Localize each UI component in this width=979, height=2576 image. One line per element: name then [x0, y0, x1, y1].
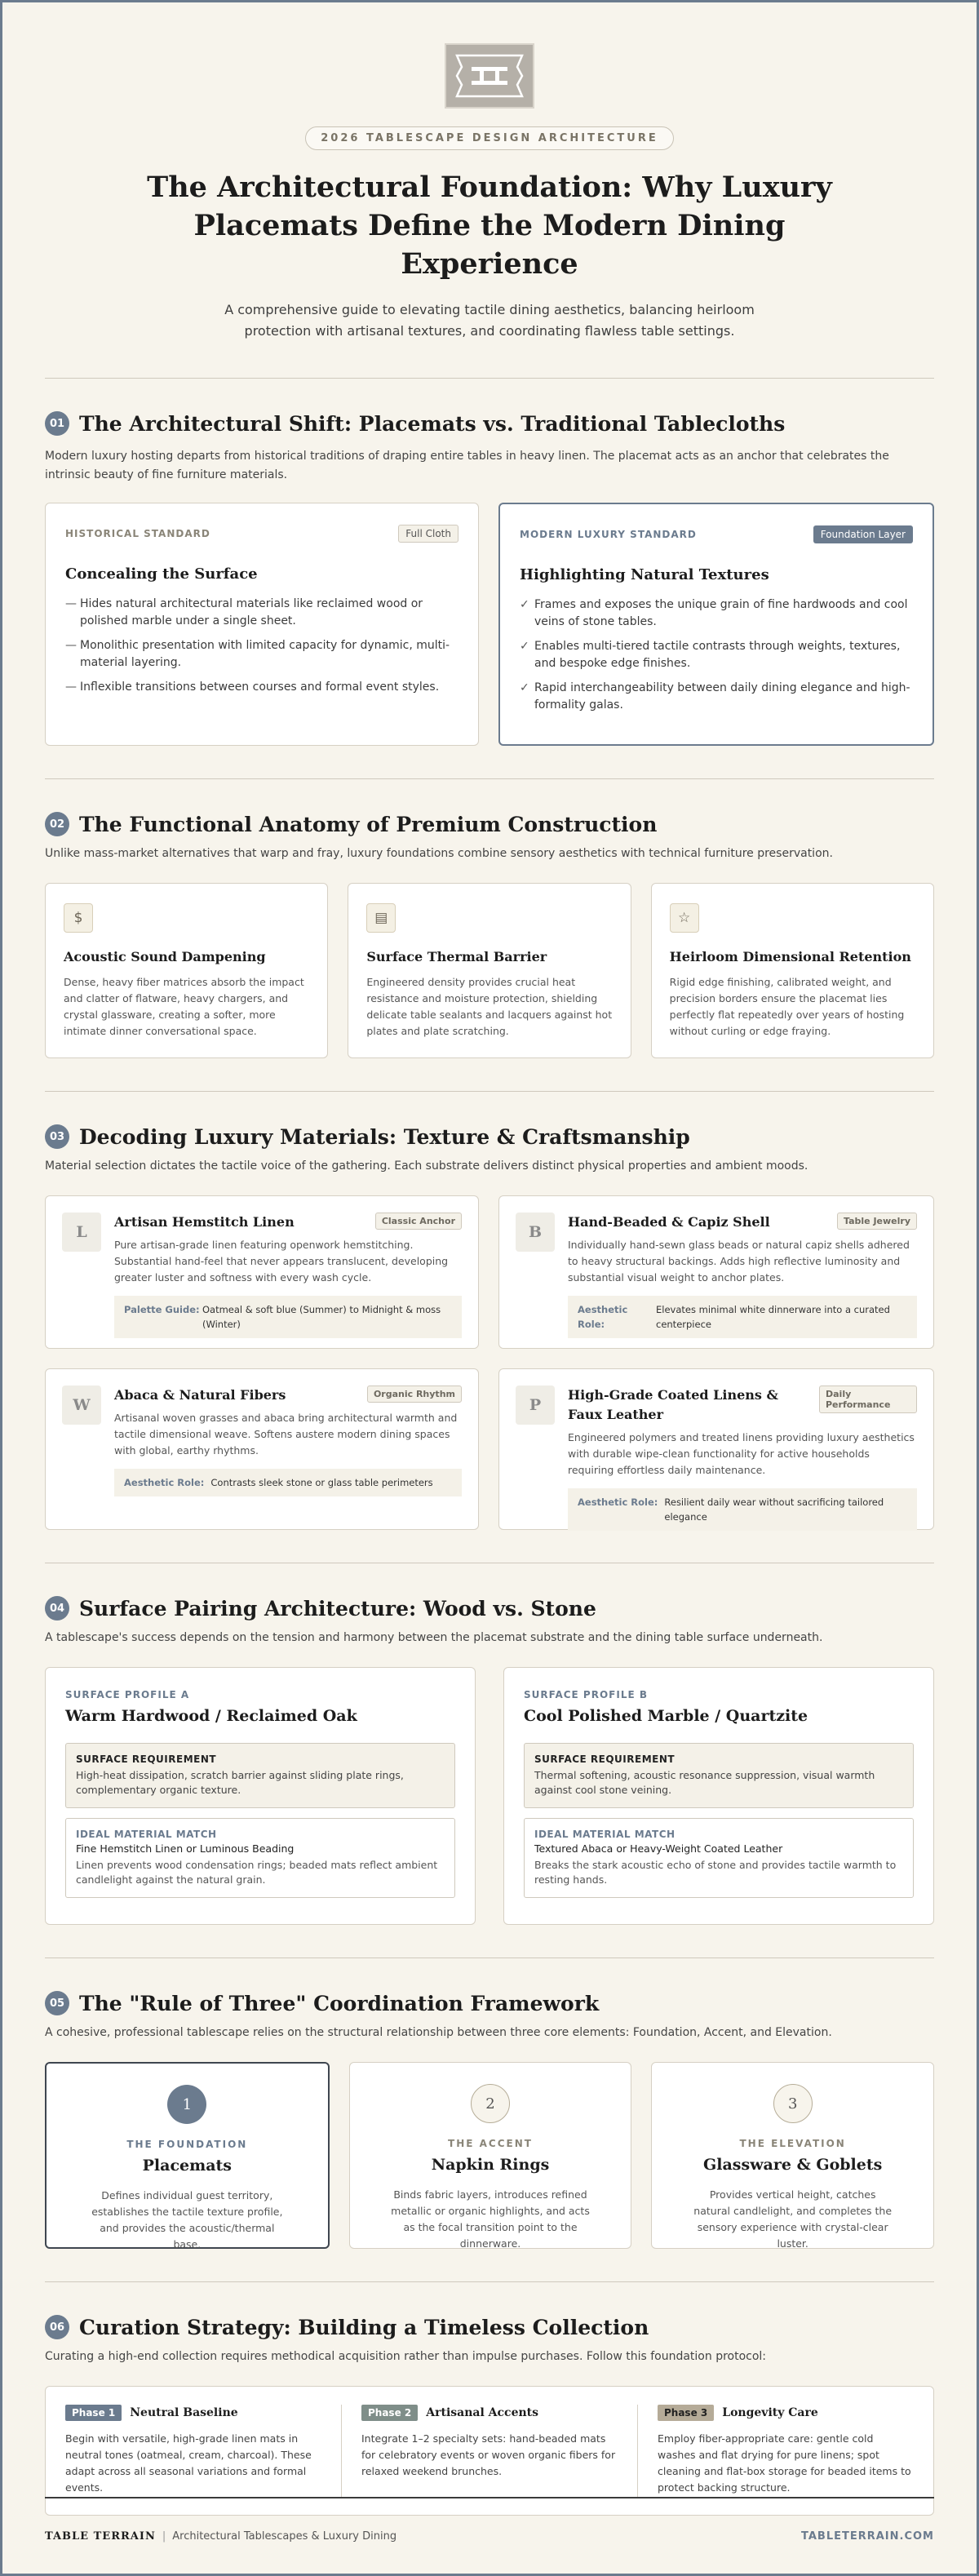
surface-requirement: SURFACE REQUIREMENT Thermal softening, acoustic resonance suppression, visual warmth against cool stone veining.	[524, 1743, 914, 1808]
material-card	[45, 1368, 479, 1530]
section-number: 05	[45, 1991, 69, 2015]
framework-card	[349, 2062, 632, 2249]
phase-title: Longevity Care	[722, 2406, 818, 2419]
modern-standard-card	[498, 503, 934, 746]
material-tag: Classic Anchor	[375, 1213, 462, 1230]
step-eyebrow: THE ELEVATION	[739, 2138, 846, 2149]
page-subtitle: A comprehensive guide to elevating tactile dining aesthetics, balancing heirloom protection with artisanal textures, and coordinating flawless table settings.	[224, 302, 755, 339]
material-text: Individually hand-sewn glass beads or natural capiz shells adhered to heavy structural backings. Adds high reflective luminosity and substantial visual weight to anchor plates.	[568, 1239, 910, 1284]
section-curation-strategy	[45, 2315, 934, 2516]
step-text: Defines individual guest territory, establishes the tactile texture profile, and provides the acoustic/thermal base.	[91, 2189, 283, 2250]
card-title: Concealing the Surface	[65, 565, 258, 583]
phase-text: Begin with versatile, high-grade linen mats in neutral tones (oatmeal, cream, charcoal). These adapt across all seasonal variations and formal events.	[65, 2432, 312, 2494]
footer-tagline: Architectural Tablescapes & Luxury Dining	[172, 2529, 397, 2543]
feature-list	[520, 596, 913, 714]
dash-icon: —	[65, 639, 77, 652]
card-tag: Foundation Layer	[813, 525, 913, 543]
card-label: MODERN LUXURY STANDARD	[520, 529, 697, 540]
divider	[45, 778, 934, 779]
phase-text: Employ fiber-appropriate care: gentle cold washes and flat drying for pure linens; spot cleaning and flat-box storage for beaded items to protect backing structure.	[658, 2432, 911, 2494]
section-title: The "Rule of Three" Coordination Framework	[79, 1991, 600, 2015]
card-title: Highlighting Natural Textures	[520, 566, 769, 583]
section-description: A cohesive, professional tablescape relies on the structural relationship between three core elements: Foundation, Accent, and Elevation.	[45, 2026, 832, 2039]
section-architectural-shift	[45, 411, 934, 746]
dash-icon: —	[65, 681, 77, 694]
section-surface-pairing	[45, 1596, 934, 1925]
feature-text: Dense, heavy fiber matrices absorb the impact and clatter of flatware, heavy chargers, and crystal glassware, creating a softer, more intimate dinner conversational space.	[64, 976, 304, 1037]
section-description: Unlike mass-market alternatives that warp and fray, luxury foundations combine sensory aesthetics with technical furniture preservation.	[45, 847, 833, 860]
material-meta: Aesthetic Role: Elevates minimal white dinnerware into a curated centerpiece	[568, 1296, 917, 1338]
feature-title: Heirloom Dimensional Retention	[669, 949, 911, 964]
phase-column	[637, 2405, 933, 2497]
list-item: — Inflexible transitions between courses and formal event styles.	[65, 679, 458, 696]
phase-badge: Phase 3	[658, 2405, 714, 2421]
list-item: ✓ Frames and exposes the unique grain of fine hardwoods and cool veins of stone tables.	[520, 596, 913, 631]
dollar-icon: $	[64, 903, 93, 933]
feature-title: Acoustic Sound Dampening	[64, 949, 266, 964]
footer-brand: TABLE TERRAIN	[45, 2529, 156, 2543]
feature-card	[651, 883, 934, 1058]
step-title: Glassware & Goblets	[703, 2156, 883, 2174]
eyebrow-badge: 2026 TABLESCAPE DESIGN ARCHITECTURE	[305, 126, 673, 150]
pillar-emblem-icon	[445, 43, 534, 109]
framework-card	[651, 2062, 934, 2249]
material-title: High-Grade Coated Linens & Faux Leather	[568, 1387, 778, 1422]
footer	[45, 2497, 934, 2574]
divider	[45, 378, 934, 379]
footer-separator: |	[162, 2529, 166, 2543]
section-description: Modern luxury hosting departs from historical traditions of draping entire tables in heavy linen. The placemat acts as an anchor that celebrates the intrinsic beauty of fine furniture materials.	[45, 450, 889, 481]
material-card	[45, 1195, 479, 1349]
section-number: 04	[45, 1596, 69, 1621]
material-text: Artisanal woven grasses and abaca bring architectural warmth and tactile dimensional weave. Softens austere modern dining spaces with global, earthy rhythms.	[114, 1412, 458, 1456]
phase-badge: Phase 1	[65, 2405, 122, 2421]
step-number: 3	[773, 2084, 813, 2123]
surface-requirement: SURFACE REQUIREMENT High-heat dissipation, scratch barrier against sliding plate rings, complementary organic texture.	[65, 1743, 455, 1808]
framework-card	[45, 2062, 330, 2249]
feature-card	[348, 883, 631, 1058]
material-title: Hand-Beaded & Capiz Shell	[568, 1214, 770, 1230]
step-title: Placemats	[142, 2157, 233, 2175]
material-title: Abaca & Natural Fibers	[114, 1387, 286, 1403]
ideal-material-match: IDEAL MATERIAL MATCH Textured Abaca or Heavy-Weight Coated Leather Breaks the stark acoustic echo of stone and provides tactile warmth to resting hands.	[524, 1818, 914, 1898]
material-card	[498, 1195, 934, 1349]
phase-title: Artisanal Accents	[426, 2406, 539, 2419]
section-title: Surface Pairing Architecture: Wood vs. Stone	[79, 1596, 596, 1621]
card-tag: Full Cloth	[398, 525, 458, 543]
section-number: 06	[45, 2315, 69, 2339]
surface-profile-card	[45, 1667, 476, 1925]
phase-column	[341, 2405, 637, 2497]
phase-column	[46, 2405, 341, 2497]
material-title: Artisan Hemstitch Linen	[114, 1214, 295, 1230]
feature-title: Surface Thermal Barrier	[366, 949, 547, 964]
layout-icon: ▤	[366, 903, 396, 933]
step-number: 2	[471, 2084, 510, 2123]
profile-label: SURFACE PROFILE A	[65, 1689, 190, 1700]
material-text: Engineered polymers and treated linens providing luxury aesthetics with durable wipe-clean functionality for active households requiring effortless daily maintenance.	[568, 1431, 915, 1476]
section-functional-anatomy	[45, 812, 934, 1058]
profile-title: Warm Hardwood / Reclaimed Oak	[65, 1707, 357, 1725]
section-title: The Functional Anatomy of Premium Construction	[79, 812, 658, 836]
profile-label: SURFACE PROFILE B	[524, 1689, 648, 1700]
section-title: Curation Strategy: Building a Timeless Collection	[79, 2315, 649, 2339]
ideal-material-match: IDEAL MATERIAL MATCH Fine Hemstitch Linen or Luminous Beading Linen prevents wood condensation rings; beaded mats reflect ambient candlelight against the natural grain.	[65, 1818, 455, 1898]
feature-text: Engineered density provides crucial heat resistance and moisture protection, shielding delicate table sealants and lacquers against hot plates and plate scratching.	[366, 976, 613, 1037]
divider	[45, 1957, 934, 1958]
card-label: HISTORICAL STANDARD	[65, 528, 210, 539]
material-tag: Organic Rhythm	[367, 1386, 462, 1403]
section-description: Material selection dictates the tactile voice of the gathering. Each substrate delivers distinct physical properties and ambient moods.	[45, 1159, 808, 1173]
material-letter: L	[62, 1213, 101, 1252]
check-icon: ✓	[520, 681, 529, 694]
material-meta: Palette Guide: Oatmeal & soft blue (Summer) to Midnight & moss (Winter)	[114, 1296, 462, 1338]
star-icon: ☆	[670, 903, 699, 933]
profile-title: Cool Polished Marble / Quartzite	[524, 1707, 808, 1725]
section-number: 03	[45, 1124, 69, 1149]
step-eyebrow: THE FOUNDATION	[126, 2139, 248, 2150]
section-rule-of-three	[45, 1991, 934, 2249]
section-title: Decoding Luxury Materials: Texture & Craftsmanship	[79, 1124, 690, 1149]
step-text: Provides vertical height, catches natural candlelight, and completes the sensory experience with crystal-clear luster.	[693, 2188, 893, 2250]
divider	[45, 2281, 934, 2282]
page	[2, 2, 977, 2574]
material-letter: P	[516, 1386, 555, 1425]
historical-standard-card	[45, 503, 479, 746]
phase-badge: Phase 2	[361, 2405, 418, 2421]
step-number: 1	[167, 2085, 206, 2124]
surface-profile-card	[503, 1667, 934, 1925]
material-tag: Table Jewelry	[837, 1213, 917, 1230]
section-description: Curating a high-end collection requires methodical acquisition rather than impulse purchases. Follow this foundation protocol:	[45, 2350, 767, 2363]
step-text: Binds fabric layers, introduces refined metallic or organic highlights, and acts as the focal transition point to the dinnerware.	[391, 2188, 590, 2250]
material-letter: W	[62, 1386, 101, 1425]
dash-icon: —	[65, 597, 77, 610]
feature-card	[45, 883, 328, 1058]
section-luxury-materials	[45, 1124, 934, 1530]
material-meta: Aesthetic Role: Resilient daily wear without sacrificing tailored elegance	[568, 1488, 917, 1531]
section-description: A tablescape's success depends on the tension and harmony between the placemat substrate and the dining table surface underneath.	[45, 1631, 823, 1644]
section-title: The Architectural Shift: Placemats vs. Traditional Tablecloths	[79, 411, 786, 436]
list-item: — Monolithic presentation with limited capacity for dynamic, multi-material layering.	[65, 637, 458, 672]
section-number: 02	[45, 812, 69, 836]
phase-title: Neutral Baseline	[130, 2406, 238, 2419]
feature-list	[65, 596, 458, 696]
list-item: — Hides natural architectural materials like reclaimed wood or polished marble under a single sheet.	[65, 596, 458, 630]
page-title: The Architectural Foundation: Why Luxury Placemats Define the Modern Dining Experience	[147, 171, 832, 281]
material-card	[498, 1368, 934, 1530]
list-item: ✓ Enables multi-tiered tactile contrasts through weights, textures, and bespoke edge finishes.	[520, 638, 913, 672]
step-eyebrow: THE ACCENT	[448, 2138, 533, 2149]
footer-website-link[interactable]: TABLETERRAIN.COM	[800, 2529, 934, 2543]
feature-text: Rigid edge finishing, calibrated weight, and precision borders ensure the placemat lies perfectly flat repeatedly over years of hosting without curling or edge fraying.	[669, 976, 905, 1037]
list-item: ✓ Rapid interchangeability between daily dining elegance and high-formality galas.	[520, 680, 913, 714]
material-meta: Aesthetic Role: Contrasts sleek stone or glass table perimeters	[114, 1469, 462, 1496]
material-text: Pure artisan-grade linen featuring openwork hemstitching. Substantial hand-feel that never appears translucent, developing greater luster and softness with every wash cycle.	[114, 1239, 449, 1284]
divider	[45, 1091, 934, 1092]
material-tag: Daily Performance	[819, 1386, 917, 1413]
check-icon: ✓	[520, 640, 529, 653]
check-icon: ✓	[520, 598, 529, 611]
step-title: Napkin Rings	[431, 2156, 550, 2174]
section-number: 01	[45, 411, 69, 436]
material-letter: B	[516, 1213, 555, 1252]
phase-text: Integrate 1–2 specialty sets: hand-beaded mats for celebratory events or woven organic fibers for relaxed weekend brunches.	[361, 2432, 616, 2477]
